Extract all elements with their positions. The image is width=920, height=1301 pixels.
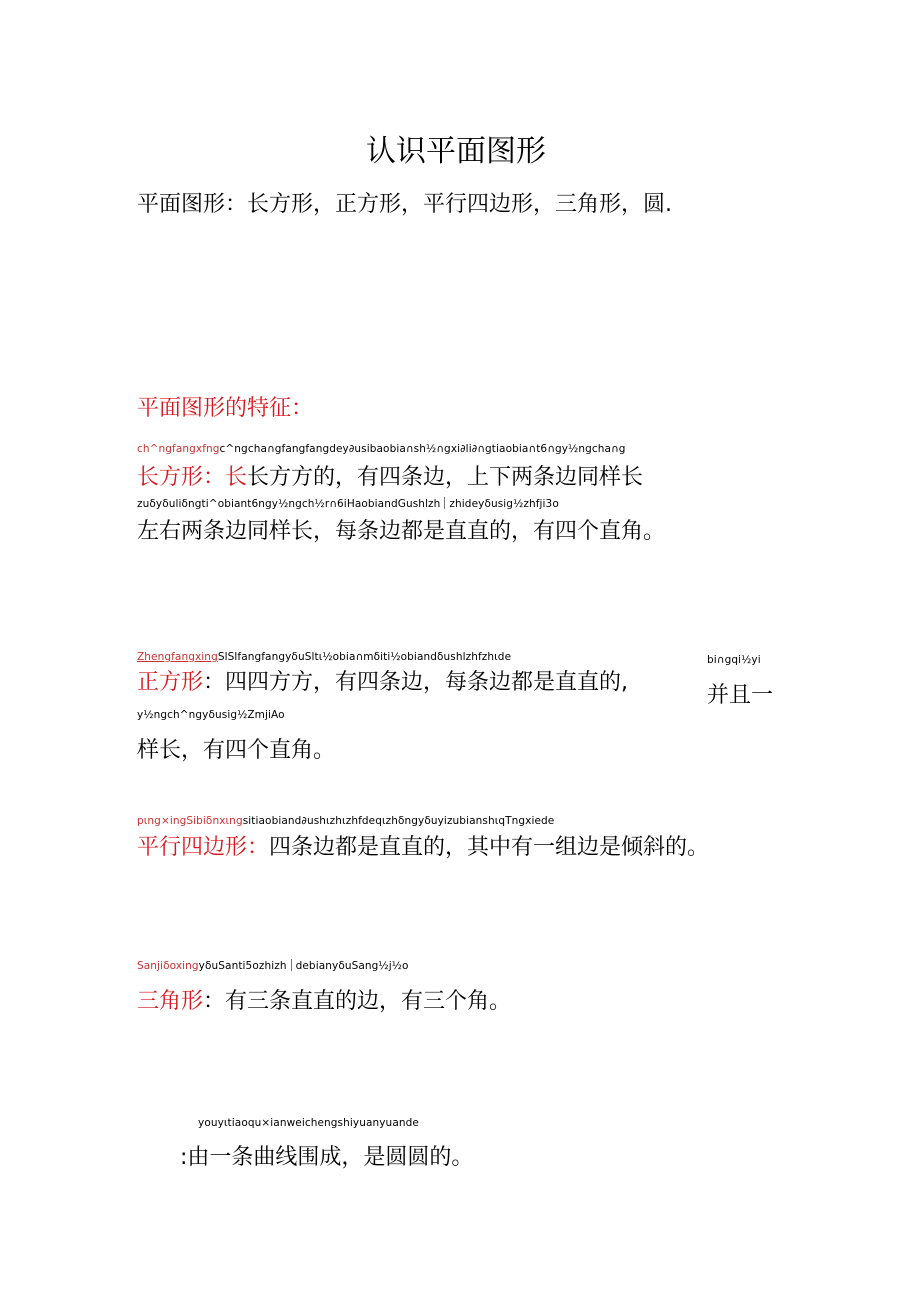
circle-pinyin-line: youyιtiaoqu×ianweichengshiyuanyuande <box>198 1117 419 1129</box>
rectangle-line-1 <box>137 460 643 491</box>
parallelogram-pinyin-red: pιng×ingSibiδnxιng <box>137 815 243 827</box>
square-pinyin-line <box>137 651 511 663</box>
square-text-right: 并且一 <box>707 683 774 708</box>
parallelogram-pinyin-line <box>137 815 554 827</box>
rectangle-pinyin-line-2 <box>137 497 559 510</box>
triangle-label: 三角形 <box>137 989 204 1014</box>
square-text-1: ：四四方方，有四条边，每条边都是直直的, <box>203 670 629 695</box>
parallelogram-pinyin-black: sitiaobiand∂ushιzhιzhfdeqιzhδngyδuyizubianshιqTngxiede <box>242 815 555 827</box>
rectangle-line-2: 左右两条边同样长，每条边都是直直的，有四个直角。 <box>137 519 666 544</box>
pinyin-separator <box>444 497 445 509</box>
rectangle-label: 长方形：长 <box>137 465 248 490</box>
rectangle-pinyin-red: ch^ngfangxfng <box>137 443 220 455</box>
square-pinyin-black: SlSlfangfangyδuSltι½obia∩mδiti½obiandδushlzhfzhιde <box>217 651 512 663</box>
features-heading: 平面图形的特征： <box>137 396 314 421</box>
triangle-pinyin-black-b: debianyδuSang½j½o <box>295 960 409 972</box>
triangle-text: ：有三条直直的边，有三个角。 <box>203 989 512 1014</box>
intro-line: 平面图形：长方形，正方形，平行四边形，三角形，圆. <box>137 192 672 217</box>
rectangle-pinyin-line <box>137 443 626 455</box>
triangle-pinyin-line <box>137 959 409 972</box>
rectangle-pinyin-black: c^ngcha∩gfangfangdey∂usibaobia∩sh½∩gxi∂li∂∩gtiaobia∩t6∩gy½ngcha∩g <box>219 443 626 455</box>
triangle-pinyin-black-a: yδuSanti5ozhizh <box>198 960 287 972</box>
circle-line: :由一条曲线围成，是圆圆的。 <box>180 1145 474 1170</box>
rectangle-pinyin-2b: zhideyδusig½zhfji3o <box>449 498 559 510</box>
page-title: 认识平面图形 <box>366 134 546 169</box>
pinyin-separator <box>291 959 292 971</box>
square-line-2: 样长，有四个直角。 <box>137 738 336 763</box>
parallelogram-label: 平行四边形： <box>137 835 270 860</box>
square-pinyin-line-2: y½ngch^ngyδusig½ZmjiAo <box>137 709 285 721</box>
square-label: 正方形 <box>137 670 204 695</box>
parallelogram-text: 四条边都是直直的，其中有一组边是倾斜的。 <box>269 835 710 860</box>
parallelogram-line <box>137 830 709 861</box>
square-pinyin-right: bi∩gqi½yi <box>707 654 761 666</box>
rectangle-text-1: 长方方的，有四条边，上下两条边同样长 <box>247 465 644 490</box>
square-line-1 <box>137 665 628 696</box>
rectangle-pinyin-2a: zuδyδuliδngti^obiant6ngy½ngch½r∩6iHaobiandGushlzh <box>137 498 441 510</box>
triangle-line <box>137 984 511 1015</box>
triangle-pinyin-red: Sanjiδoxing <box>137 960 199 972</box>
square-pinyin-red: Zhengfangxing <box>137 651 218 663</box>
